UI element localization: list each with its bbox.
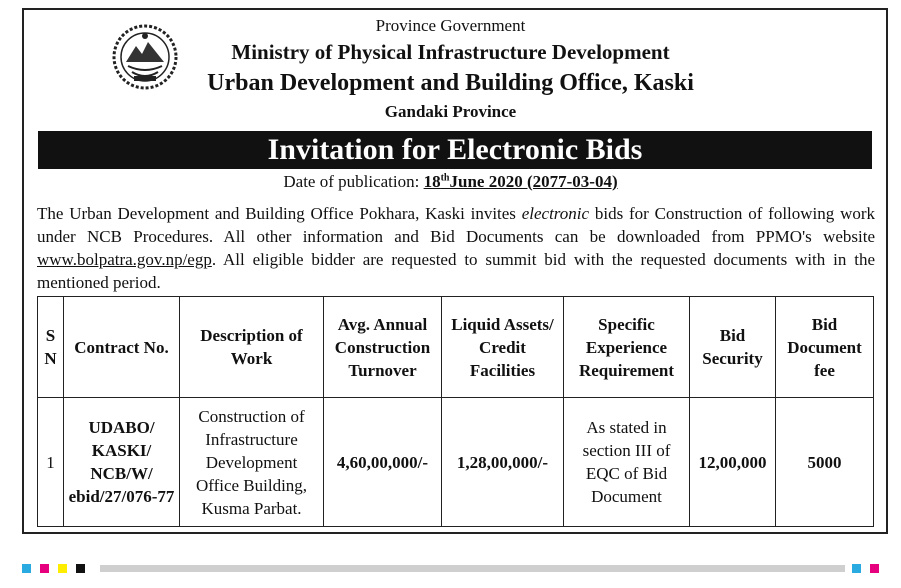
cell-experience: As stated in section III of EQC of Bid Document <box>564 398 690 527</box>
cell-description: Construction of Infrastructure Development Office Building, Kusma Parbat. <box>180 398 324 527</box>
intro-paragraph: The Urban Development and Building Office Pokhara, Kaski invites electronic bids for Construction of following work under NCB Procedures. All other information and Bid Documents can be downloaded from PPMO's website www.bolpatra.gov.np/egp. All eligible bidder are requested to summit bid with the requested documents with in the mentioned period. <box>37 204 876 292</box>
header-contract-no: Contract No. <box>64 297 180 398</box>
province-name: Gandaki Province <box>384 102 517 121</box>
header-bid-security: Bid Security <box>690 297 776 398</box>
yellow-registration-mark <box>58 564 67 573</box>
header-turnover: Avg. Annual Construction Turnover <box>324 297 442 398</box>
black-registration-mark <box>76 564 85 573</box>
publication-date <box>0 172 901 192</box>
header-description: Description of Work <box>180 297 324 398</box>
footer-gray-bar <box>100 565 845 572</box>
ministry-name: Ministry of Physical Infrastructure Development <box>231 40 670 64</box>
table-row <box>38 398 874 527</box>
header-document-fee: Bid Document fee <box>776 297 874 398</box>
magenta-registration-mark <box>40 564 49 573</box>
magenta-registration-mark-right <box>870 564 879 573</box>
cell-turnover: 4,60,00,000/- <box>324 398 442 527</box>
header-experience: Specific Experience Requirement <box>564 297 690 398</box>
cell-bid-security: 12,00,000 <box>690 398 776 527</box>
cyan-registration-mark-right <box>852 564 861 573</box>
cell-contract-no: UDABO/ KASKI/ NCB/W/ ebid/27/076-77 <box>64 398 180 527</box>
bid-table <box>37 296 874 527</box>
publication-date-label: Date of publication: <box>283 172 420 191</box>
header-liquid-assets: Liquid Assets/ Credit Facilities <box>442 297 564 398</box>
header-sn: S N <box>38 297 64 398</box>
cell-sn: 1 <box>38 398 64 527</box>
table-header-row <box>38 297 874 398</box>
notice-title-banner: Invitation for Electronic Bids <box>38 131 872 169</box>
office-name: Urban Development and Building Office, Kaski <box>207 70 694 96</box>
cell-liquid-assets: 1,28,00,000/- <box>442 398 564 527</box>
publication-date-value: 18thJune 2020 (2077-03-04) <box>423 172 618 191</box>
province-government-line: Province Government <box>375 16 526 35</box>
cyan-registration-mark <box>22 564 31 573</box>
bolpatra-link[interactable]: www.bolpatra.gov.np/egp <box>37 250 212 269</box>
cell-document-fee: 5000 <box>776 398 874 527</box>
intro-emphasis: electronic <box>521 204 590 223</box>
